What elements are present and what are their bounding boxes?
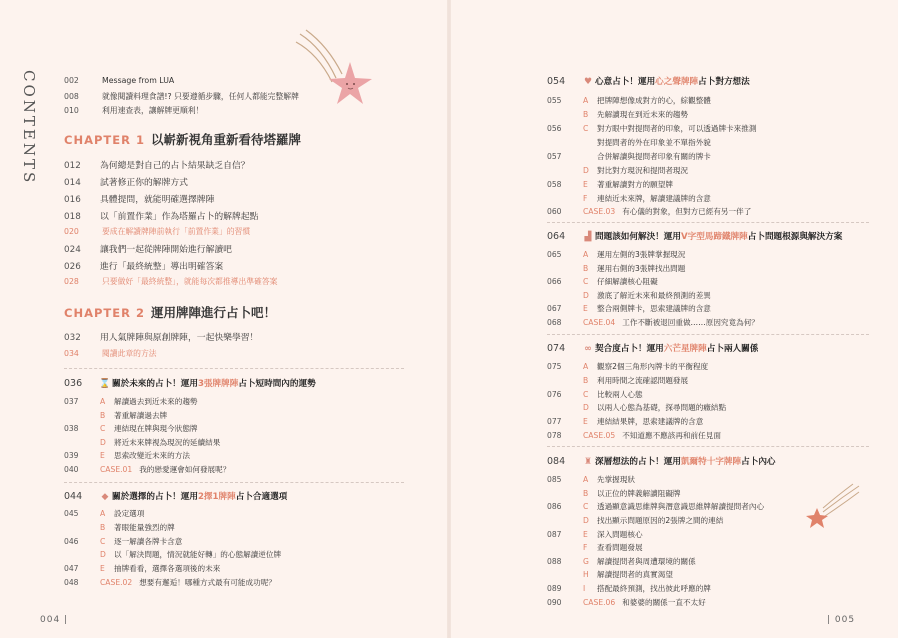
page-number: 004 | — [40, 615, 69, 625]
divider — [64, 368, 404, 369]
subsection-item[interactable]: H 解讀提問者的真實渴望 — [583, 570, 673, 579]
section-heading[interactable]: 084 ♜ 深層想法的占卜！運用凱爾特十字牌陣占卜內心 — [547, 456, 776, 467]
subsection-item[interactable]: F 查看問題發展 — [583, 543, 643, 552]
toc-item[interactable]: 016 具體提問，就能明確選擇牌陣 — [64, 195, 215, 205]
subsection-item[interactable]: 055 A 把牌陣想像成對方的心，綜觀整體 — [547, 96, 711, 105]
subsection-item[interactable]: 077 E 連結結果牌，思索建議牌的含意 — [547, 417, 704, 426]
diamond-arrows-icon: ◆ — [101, 492, 109, 502]
hourglass-icon: ⌛ — [99, 379, 111, 389]
subsection-item[interactable]: B 以正位的牌義解讀阻礙牌 — [583, 489, 681, 498]
subsection-item[interactable]: B 著眼能量強烈的牌 — [100, 523, 175, 532]
toc-item[interactable]: 026 進行「最終統整」導出明確答案 — [64, 262, 224, 272]
case-item[interactable]: 078 CASE.05 不知道應不應該再和前任見面 — [547, 431, 721, 440]
subsection-item[interactable]: 086 C 透過顯意識思維牌與潛意識思維牌解讀提問者內心 — [547, 502, 765, 511]
section-heading[interactable]: 036 ⌛關於未來的占卜！運用3張牌牌陣占卜短時間內的運勢 — [64, 378, 316, 389]
case-item[interactable]: 090 CASE.06 和婆婆的關係一直不太好 — [547, 598, 706, 607]
section-heading[interactable]: 054 ♥ 心意占卜！運用心之聲牌陣占卜對方想法 — [547, 76, 750, 87]
subsection-item[interactable]: 066 C 仔細解讀核心阻礙 — [547, 277, 658, 286]
subsection-item[interactable]: D 找出顯示問題原因的2張牌之間的連結 — [583, 516, 724, 525]
subsection-item[interactable]: 088 G 解讀提問者與周遭環境的關係 — [547, 557, 696, 566]
subsection-item[interactable]: 085 A 先掌握現狀 — [547, 475, 635, 484]
shooting-star-icon — [292, 28, 382, 118]
toc-item-highlight[interactable]: 034 閱讀此章的方法 — [64, 349, 157, 358]
toc-item-highlight[interactable]: 028 只要做好「最終統整」，就能每次都推導出準確答案 — [64, 277, 278, 286]
toc-item[interactable]: 032 用人氣牌陣與原創牌陣，一起快樂學習！ — [64, 333, 259, 343]
subsection-item[interactable]: 065 A 運用左側的3張牌掌握現況 — [547, 250, 686, 259]
chapter-2-heading[interactable]: CHAPTER 2 運用牌陣進行占卜吧！ — [64, 305, 276, 320]
toc-item[interactable]: 018 以「前置作業」作為塔羅占卜的解牌起點 — [64, 212, 259, 222]
divider — [547, 334, 869, 335]
page-number: | 005 — [827, 615, 856, 625]
subsection-item[interactable]: B 先解讀現在到近未來的趨勢 — [583, 110, 689, 119]
subsection-item[interactable]: B 著重解讀過去牌 — [100, 411, 168, 420]
subsection-item[interactable]: 056 C 對方眼中對提問者的印象，可以透過牌卡來推測 — [547, 124, 757, 133]
subsection-item[interactable]: B 運用右側的3張牌找出問題 — [583, 264, 686, 273]
subsection-item[interactable]: D 將近未來牌視為現況的延續結果 — [100, 438, 221, 447]
heart-icon: ♥ — [583, 77, 593, 87]
section-heading[interactable]: 064 ▟ 問題該如何解決！運用V字型馬蹄鐵牌陣占卜問題根源與解決方案 — [547, 231, 843, 242]
subsection-item[interactable]: D 以兩人心態為基礎，探尋問題的癥結點 — [583, 403, 727, 412]
subsection-item[interactable]: D 以「解決問題，情況就能好轉」的心態解讀逆位牌 — [100, 550, 282, 559]
lighthouse-icon: ♜ — [583, 457, 593, 467]
shooting-star-small-icon — [801, 482, 861, 532]
bar-chart-icon: ▟ — [584, 232, 592, 242]
contents-title: CONTENTS — [20, 70, 38, 186]
subsection-item[interactable]: 076 C 比較兩人心態 — [547, 390, 643, 399]
subsection-item[interactable]: 058 E 著重解讀對方的願望牌 — [547, 180, 673, 189]
subsection-item[interactable]: 037 A 解讀過去到近未來的趨勢 — [64, 397, 198, 406]
subsection-item[interactable]: 038 C 連結現在牌與現今狀態牌 — [64, 424, 198, 433]
subsection-item[interactable]: B 利用時間之流確認問題發展 — [583, 376, 689, 385]
subsection-item[interactable]: 045 A 設定選項 — [64, 509, 145, 518]
front-item[interactable]: 010 利用速查表，讓解牌更順利！ — [64, 106, 204, 115]
subsection-item[interactable]: D 激底了解近未來和最終預測的差異 — [583, 291, 711, 300]
case-item[interactable]: 060 CASE.03 有心儀的對象，但對方已經有另一伴了 — [547, 207, 752, 216]
divider — [547, 222, 869, 223]
subsection-item[interactable]: F 連結近未來牌，解讀建議牌的含意 — [583, 194, 711, 203]
subsection-item[interactable]: 對提問者的外在印象並不單指外貌 — [597, 138, 711, 147]
section-heading[interactable]: 044 ◆ 關於選擇的占卜！運用2擇1牌陣占卜合適選項 — [64, 491, 288, 502]
toc-item[interactable]: 014 試著修正你的解牌方式 — [64, 178, 188, 188]
case-item[interactable]: 048 CASE.02 想要有邂逅！哪種方式最有可能成功呢？ — [64, 578, 276, 587]
case-item[interactable]: 068 CASE.04 工作不斷被退回重做……原因究竟為何？ — [547, 318, 759, 327]
subsection-item[interactable]: 039 E 思索改變近未來的方法 — [64, 451, 190, 460]
subsection-item[interactable]: 075 A 觀察2個三角形內牌卡的平衡程度 — [547, 362, 709, 371]
subsection-item[interactable]: 087 E 深入問題核心 — [547, 530, 643, 539]
section-heading[interactable]: 074 ∞ 契合度占卜！運用六芒星牌陣占卜兩人關係 — [547, 343, 759, 354]
toc-item[interactable]: 024 讓我們一起從牌陣開始進行解讀吧 — [64, 245, 232, 255]
right-page — [449, 0, 898, 638]
subsection-item[interactable]: 047 E 抽牌看看，選擇各選項後的未來 — [64, 564, 221, 573]
subsection-item[interactable]: 089 I 搭配最終預測，找出彼此呼應的牌 — [547, 584, 711, 593]
case-item[interactable]: 040 CASE.01 我的戀愛運會如何發展呢？ — [64, 465, 231, 474]
divider — [547, 446, 869, 447]
subsection-item[interactable]: 057 合併解讀與提問者印象有關的牌卡 — [547, 152, 711, 161]
subsection-item[interactable]: 067 E 整合兩側牌卡，思索建議牌的含意 — [547, 304, 711, 313]
subsection-item[interactable]: D 對比對方現況和提問者現況 — [583, 166, 689, 175]
toc-item[interactable]: 012 為何總是對自己的占卜結果缺乏自信？ — [64, 161, 250, 171]
subsection-item[interactable]: 046 C 逐一解讀各牌卡含意 — [64, 537, 183, 546]
front-item[interactable]: 008 就像閱讀料理食譜!? 只要遵循步驟，任何人都能完整解牌 — [64, 92, 299, 101]
front-item[interactable]: 002 Message from LUA — [64, 76, 175, 85]
chapter-1-heading[interactable]: CHAPTER 1 以嶄新視角重新看待塔羅牌 — [64, 132, 301, 147]
link-icon: ∞ — [584, 344, 592, 354]
divider — [64, 482, 404, 483]
toc-item-highlight[interactable]: 020 要成在解讀牌陣前執行「前置作業」的習慣 — [64, 227, 251, 236]
